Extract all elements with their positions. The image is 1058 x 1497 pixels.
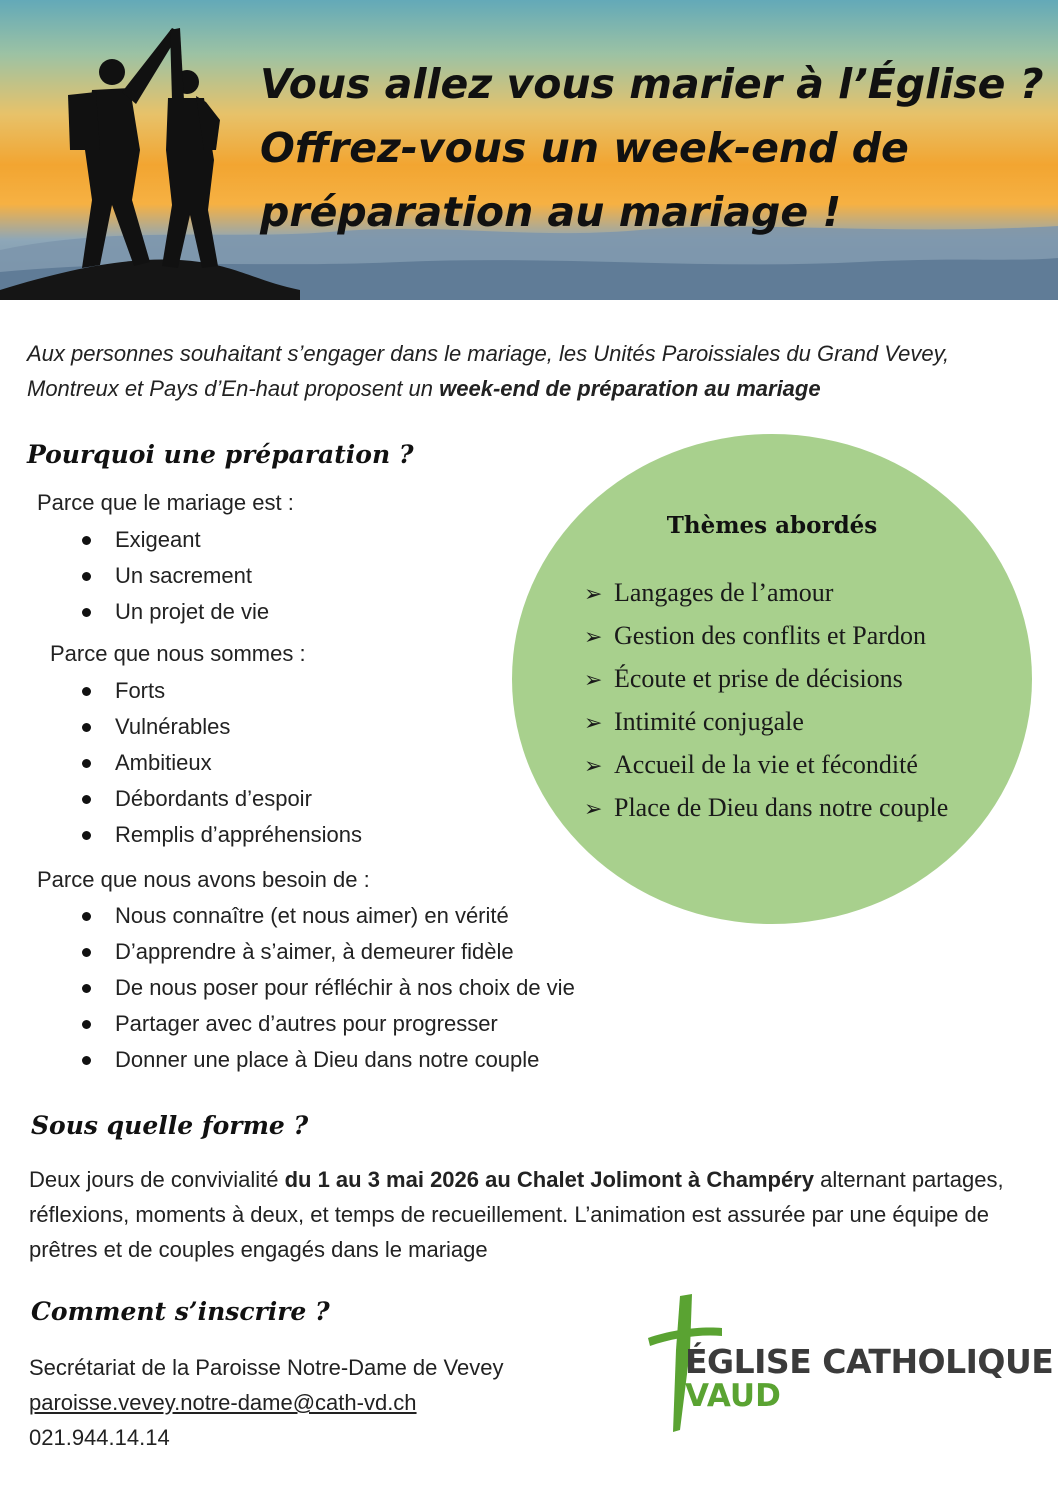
headline-line: préparation au mariage ! xyxy=(260,188,842,236)
list-item: Donner une place à Dieu dans notre couple xyxy=(77,1042,575,1078)
theme-label: Gestion des conflits et Pardon xyxy=(614,621,926,650)
list-item: De nous poser pour réfléchir à nos choix de vie xyxy=(77,970,575,1006)
why-lead-1: Parce que le mariage est : xyxy=(37,490,294,515)
why-lead-2: Parce que nous sommes : xyxy=(50,641,306,666)
form-bold: du 1 au 3 mai 2026 au Chalet Jolimont à Champéry xyxy=(284,1167,814,1192)
list-item: Ambitieux xyxy=(77,745,362,781)
list-item: Un sacrement xyxy=(77,558,269,594)
headline-line: Offrez-vous un week-end de xyxy=(260,124,909,172)
list-item: Nous connaître (et nous aimer) en vérité xyxy=(77,898,575,934)
intro-bold: week-end de préparation au mariage xyxy=(439,376,821,401)
intro-text: Aux personnes souhaitant s’engager dans le mariage, les Unités Paroissiales du Grand Vevey, Montreux et Pays d’En-haut proposent un xyxy=(27,341,950,401)
theme-item xyxy=(584,571,948,614)
list-item: Exigeant xyxy=(77,522,269,558)
signup-heading: Comment s’inscrire ? xyxy=(31,1297,330,1326)
logo-line-1: ÉGLISE CATHOLIQUE xyxy=(685,1342,1054,1381)
arrow-bullet-icon: ➢ xyxy=(584,796,603,821)
theme-item xyxy=(584,657,948,700)
arrow-bullet-icon: ➢ xyxy=(584,753,603,778)
themes-list xyxy=(584,571,948,829)
list-item: Forts xyxy=(77,673,362,709)
contact-block xyxy=(29,1350,503,1455)
arrow-bullet-icon: ➢ xyxy=(584,710,603,735)
list-item: Débordants d’espoir xyxy=(77,781,362,817)
contact-phone: 021.944.14.14 xyxy=(29,1425,170,1450)
theme-item xyxy=(584,786,948,829)
theme-label: Écoute et prise de décisions xyxy=(614,664,903,693)
headline xyxy=(260,52,1050,244)
contact-email-link[interactable]: paroisse.vevey.notre-dame@cath-vd.ch xyxy=(29,1390,417,1415)
form-paragraph xyxy=(29,1162,1049,1267)
arrow-bullet-icon: ➢ xyxy=(584,581,603,606)
form-text-after: alternant partages, réflexions, moments à deux, et temps de recueillement. L’animation est assurée par une équipe de prêtres et de couples engagés dans le mariage xyxy=(29,1167,1004,1262)
why-heading: Pourquoi une préparation ? xyxy=(27,440,414,469)
themes-title: Thèmes abordés xyxy=(666,512,878,539)
logo-line-2: VAUD xyxy=(685,1378,781,1414)
theme-item xyxy=(584,743,948,786)
form-text-before: Deux jours de convivialité xyxy=(29,1167,285,1192)
list-item: Remplis d’appréhensions xyxy=(77,817,362,853)
theme-item xyxy=(584,614,948,657)
list-item: Un projet de vie xyxy=(77,594,269,630)
intro-paragraph xyxy=(27,336,1042,406)
why-list-2 xyxy=(77,673,362,853)
list-item: D’apprendre à s’aimer, à demeurer fidèle xyxy=(77,934,575,970)
contact-org: Secrétariat de la Paroisse Notre-Dame de Vevey xyxy=(29,1355,504,1380)
arrow-bullet-icon: ➢ xyxy=(584,624,603,649)
theme-label: Place de Dieu dans notre couple xyxy=(614,793,949,822)
theme-item xyxy=(584,700,948,743)
form-heading: Sous quelle forme ? xyxy=(31,1111,309,1140)
headline-line: Vous allez vous marier à l’Église ? xyxy=(260,60,1044,108)
why-lead-3: Parce que nous avons besoin de : xyxy=(37,867,370,892)
theme-label: Langages de l’amour xyxy=(614,578,834,607)
why-list-1 xyxy=(77,522,269,630)
list-item: Partager avec d’autres pour progresser xyxy=(77,1006,575,1042)
why-list-3 xyxy=(77,898,575,1078)
theme-label: Accueil de la vie et fécondité xyxy=(614,750,918,779)
theme-label: Intimité conjugale xyxy=(614,707,804,736)
list-item: Vulnérables xyxy=(77,709,362,745)
arrow-bullet-icon: ➢ xyxy=(584,667,603,692)
